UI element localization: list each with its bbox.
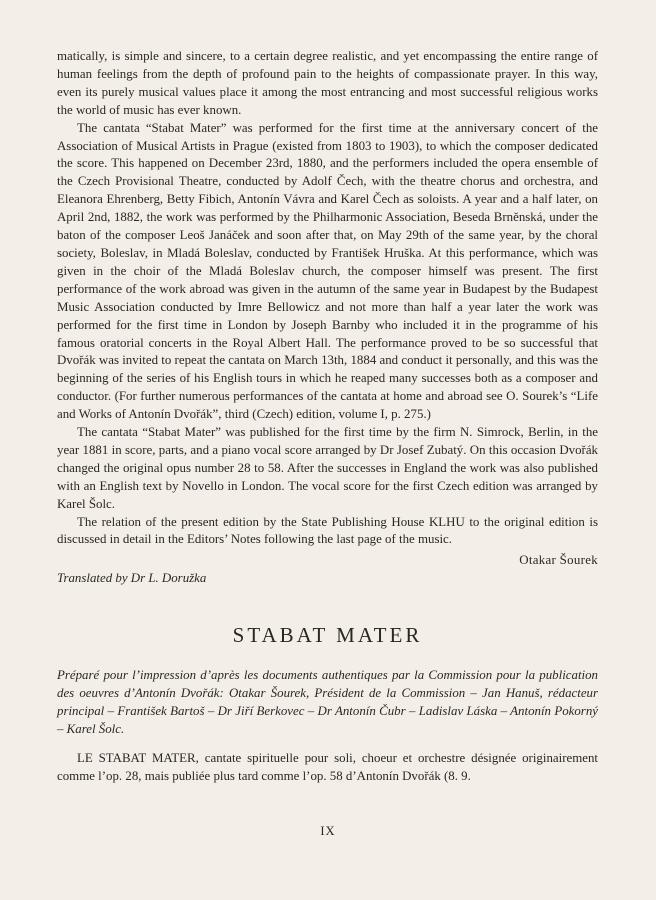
author-signature: Otakar Šourek [519, 553, 598, 568]
french-edition-credits: Préparé pour l’impression d’après les documents authentiques par la Commission pour la publication des oeuvres d’Antonín Dvořák: Otakar Šourek, Président de la Commission – Jan Hanuš, rédacteur principal – František Bartoš – Dr Jiří Berkovec – Dr Antonín Čubr – Ladislav Láska – Antonín Pokorný – Karel Šolc. [57, 668, 598, 737]
english-article [57, 48, 598, 549]
french-paragraph: LE STABAT MATER, cantate spirituelle pour soli, choeur et orchestre désignée originairement comme l’op. 28, mais publiée plus tard comme l’op. 58 d’Antonín Dvořák (8. 9. [57, 751, 598, 784]
signature-block [57, 549, 598, 585]
section-title: STABAT MATER [232, 623, 423, 648]
paragraph-continuation: matically, is simple and sincere, to a certain degree realistic, and yet encompassing the entire range of human feelings from the depth of profound pain to the heights of compassionate prayer. In this way, even its purely musical values place it among the most entrancing and most successful religious works the world of music has ever known. [57, 49, 598, 117]
paragraph-relation: The relation of the present edition by the State Publishing House KLHU to the original edition is discussed in detail in the Editors’ Notes following the last page of the music. [57, 514, 598, 547]
page-number: IX [320, 824, 336, 838]
translator-credit: Translated by Dr L. Doružka [57, 571, 207, 586]
paragraph-publication: The cantata “Stabat Mater” was published for the first time by the firm N. Simrock, Berlin, in the year 1881 in score, parts, and a piano vocal score arranged by Dr Josef Zubatý. On this occasion Dvořák changed the original opus number 28 to 58. After the successes in England the work was also published with an English text by Novello in London. The vocal score for the first Czech edition was arranged by Karel Šolc. [57, 425, 598, 511]
paragraph-performances: The cantata “Stabat Mater” was performed for the first time at the anniversary concert of the Association of Musical Artists in Prague (existed from 1803 to 1903), to which the composer dedicated the score. This happened on December 23rd, 1880, and the performers included the opera ensemble of the Czech Provisional Theatre, conducted by Adolf Čech, with the theatre chorus and orchestra, and Eleanora Ehrenberg, Betty Fibich, Antonín Vávra and Karel Čech as soloists. A year and a half later, on April 2nd, 1882, the work was performed by the Philharmonic Association, Beseda Brněnská, under the baton of the composer Leoš Janáček and soon after that, on May 29th of the same year, by the choral society, Boleslav, in Mladá Boleslav, conducted by František Hruška. At this performance, which was given in the choir of the Mladá Boleslav church, the composer himself was present. The first performance of the work abroad was given in the autumn of the same year in Budapest by the Budapest Music Association conducted by Imre Bellowicz and not more than half a year later the work was performed for the first time in London by Joseph Barnby who included it in the programme of his famous oratorial concerts in the Royal Albert Hall. The performance proved to be so successful that Dvořák was invited to repeat the cantata on March 13th, 1884 and conduct it personally, and this was the beginning of the series of his English tours in which he reaped many successes both as a composer and conductor. (For further numerous performances of the cantata at home and abroad see O. Sourek’s “Life and Works of Antonín Dvořák”, third (Czech) edition, volume I, p. 275.) [57, 120, 598, 422]
